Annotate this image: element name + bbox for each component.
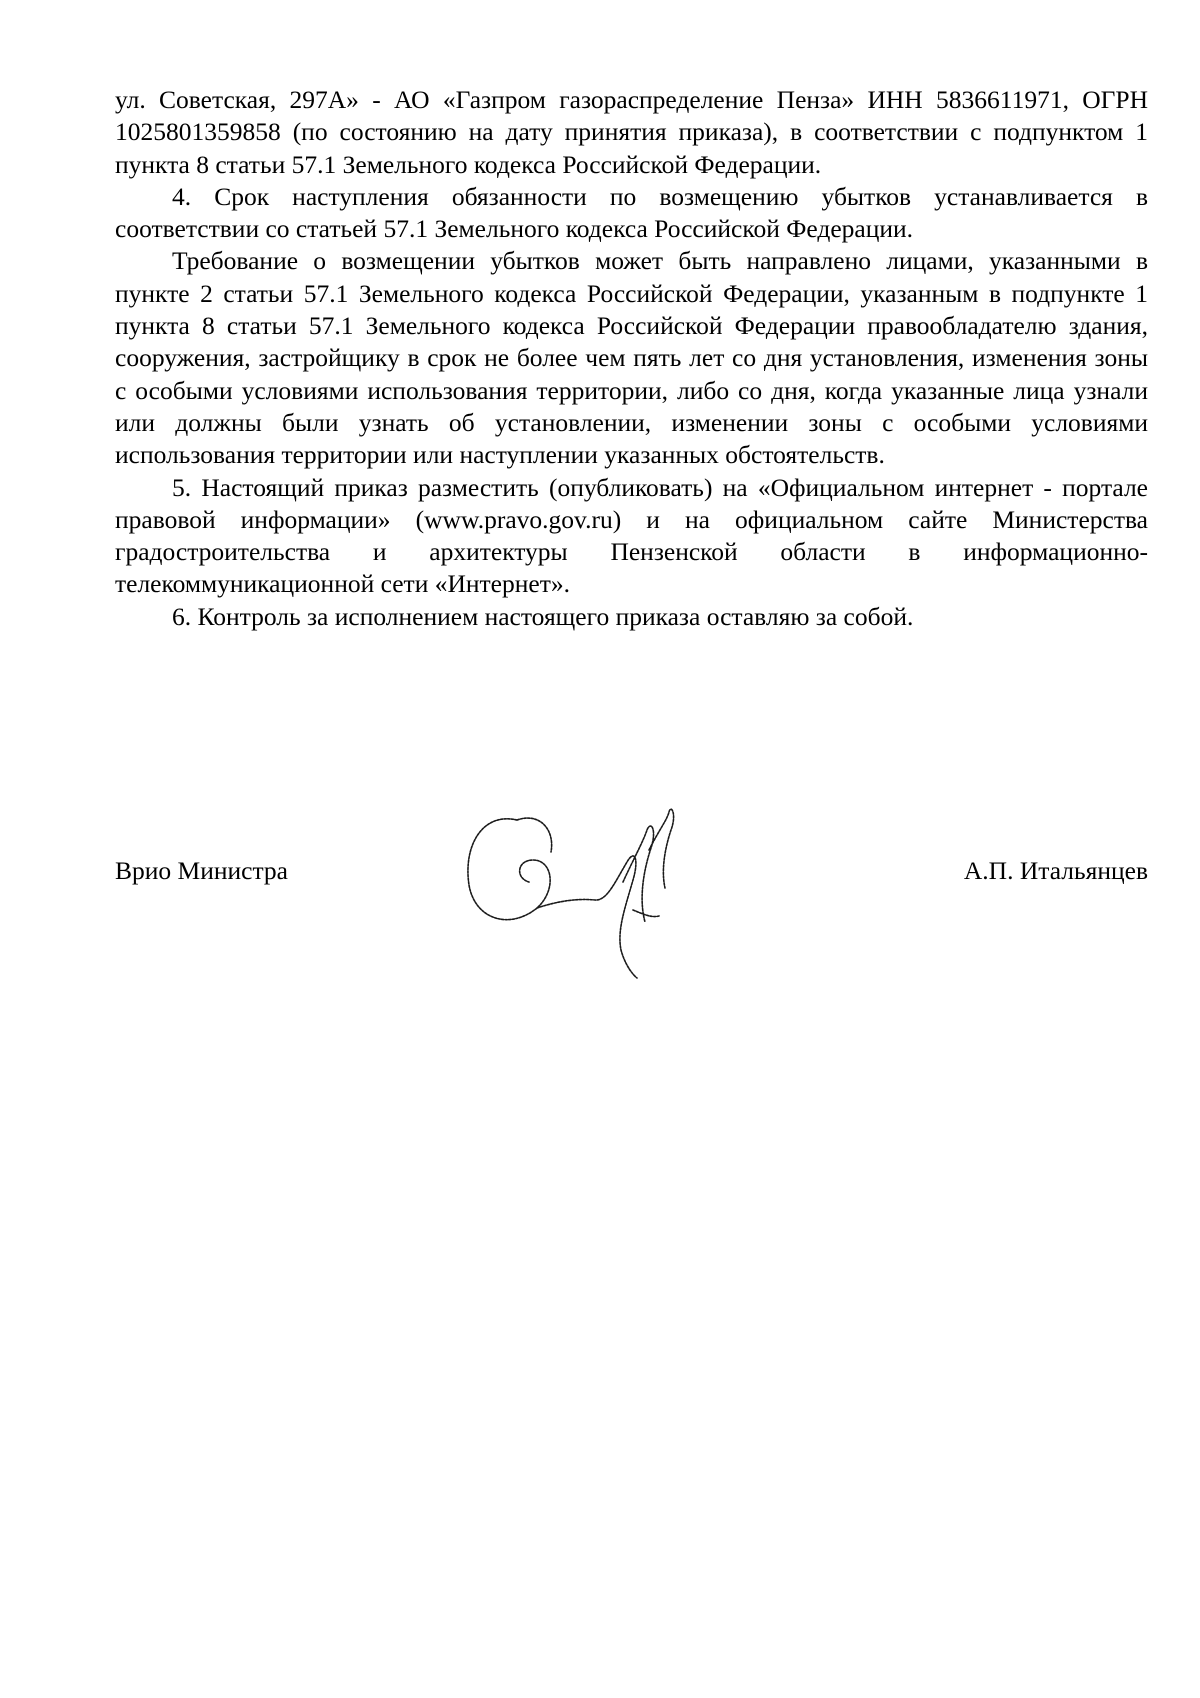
paragraph-compensation-claim: Требование о возмещении убытков может быть направлено лицами, указанными в пункте 2 статьи 57.1 Земельного кодекса Российской Федерации, указанным в подпункте 1 пункта 8 статьи 57.1 Земельного кодекса Российской Федерации правообладателю здания, сооружения, застройщику в срок не более чем пять лет со дня установления, изменения зоны с особыми условиями использования территории, либо со дня, когда указанные лица узнали или должны были узнать об установлении, изменении зоны с особыми условиями использования территории или наступлении указанных обстоятельств. [115,246,1148,470]
paragraph-continuation: ул. Советская, 297А» - АО «Газпром газораспределение Пенза» ИНН 5836611971, ОГРН 1025801359858 (по состоянию на дату принятия приказа), в соответствии с подпунктом 1 пункта 8 статьи 57.1 Земельного кодекса Российской Федерации. [115,85,1148,179]
paragraph-item-5: 5. Настоящий приказ разместить (опубликовать) на «Официальном интернет - портале правовой информации» (www.pravo.gov.ru) и на официальном сайте Министерства градостроительства и архитектуры Пензенской области в информационно-телекоммуникационной сети «Интернет». [115,472,1148,599]
handwritten-signature [455,790,725,980]
paragraph-item-4: 4. Срок наступления обязанности по возмещению убытков устанавливается в соответствии со статьей 57.1 Земельного кодекса Российской Федерации. [115,181,1148,244]
signatory-title: Врио Министра [115,856,288,885]
signatory-name: А.П. Итальянцев [963,856,1148,885]
document-body [115,84,1148,633]
paragraph-item-6: 6. Контроль за исполнением настоящего приказа оставляю за собой. [172,601,914,631]
